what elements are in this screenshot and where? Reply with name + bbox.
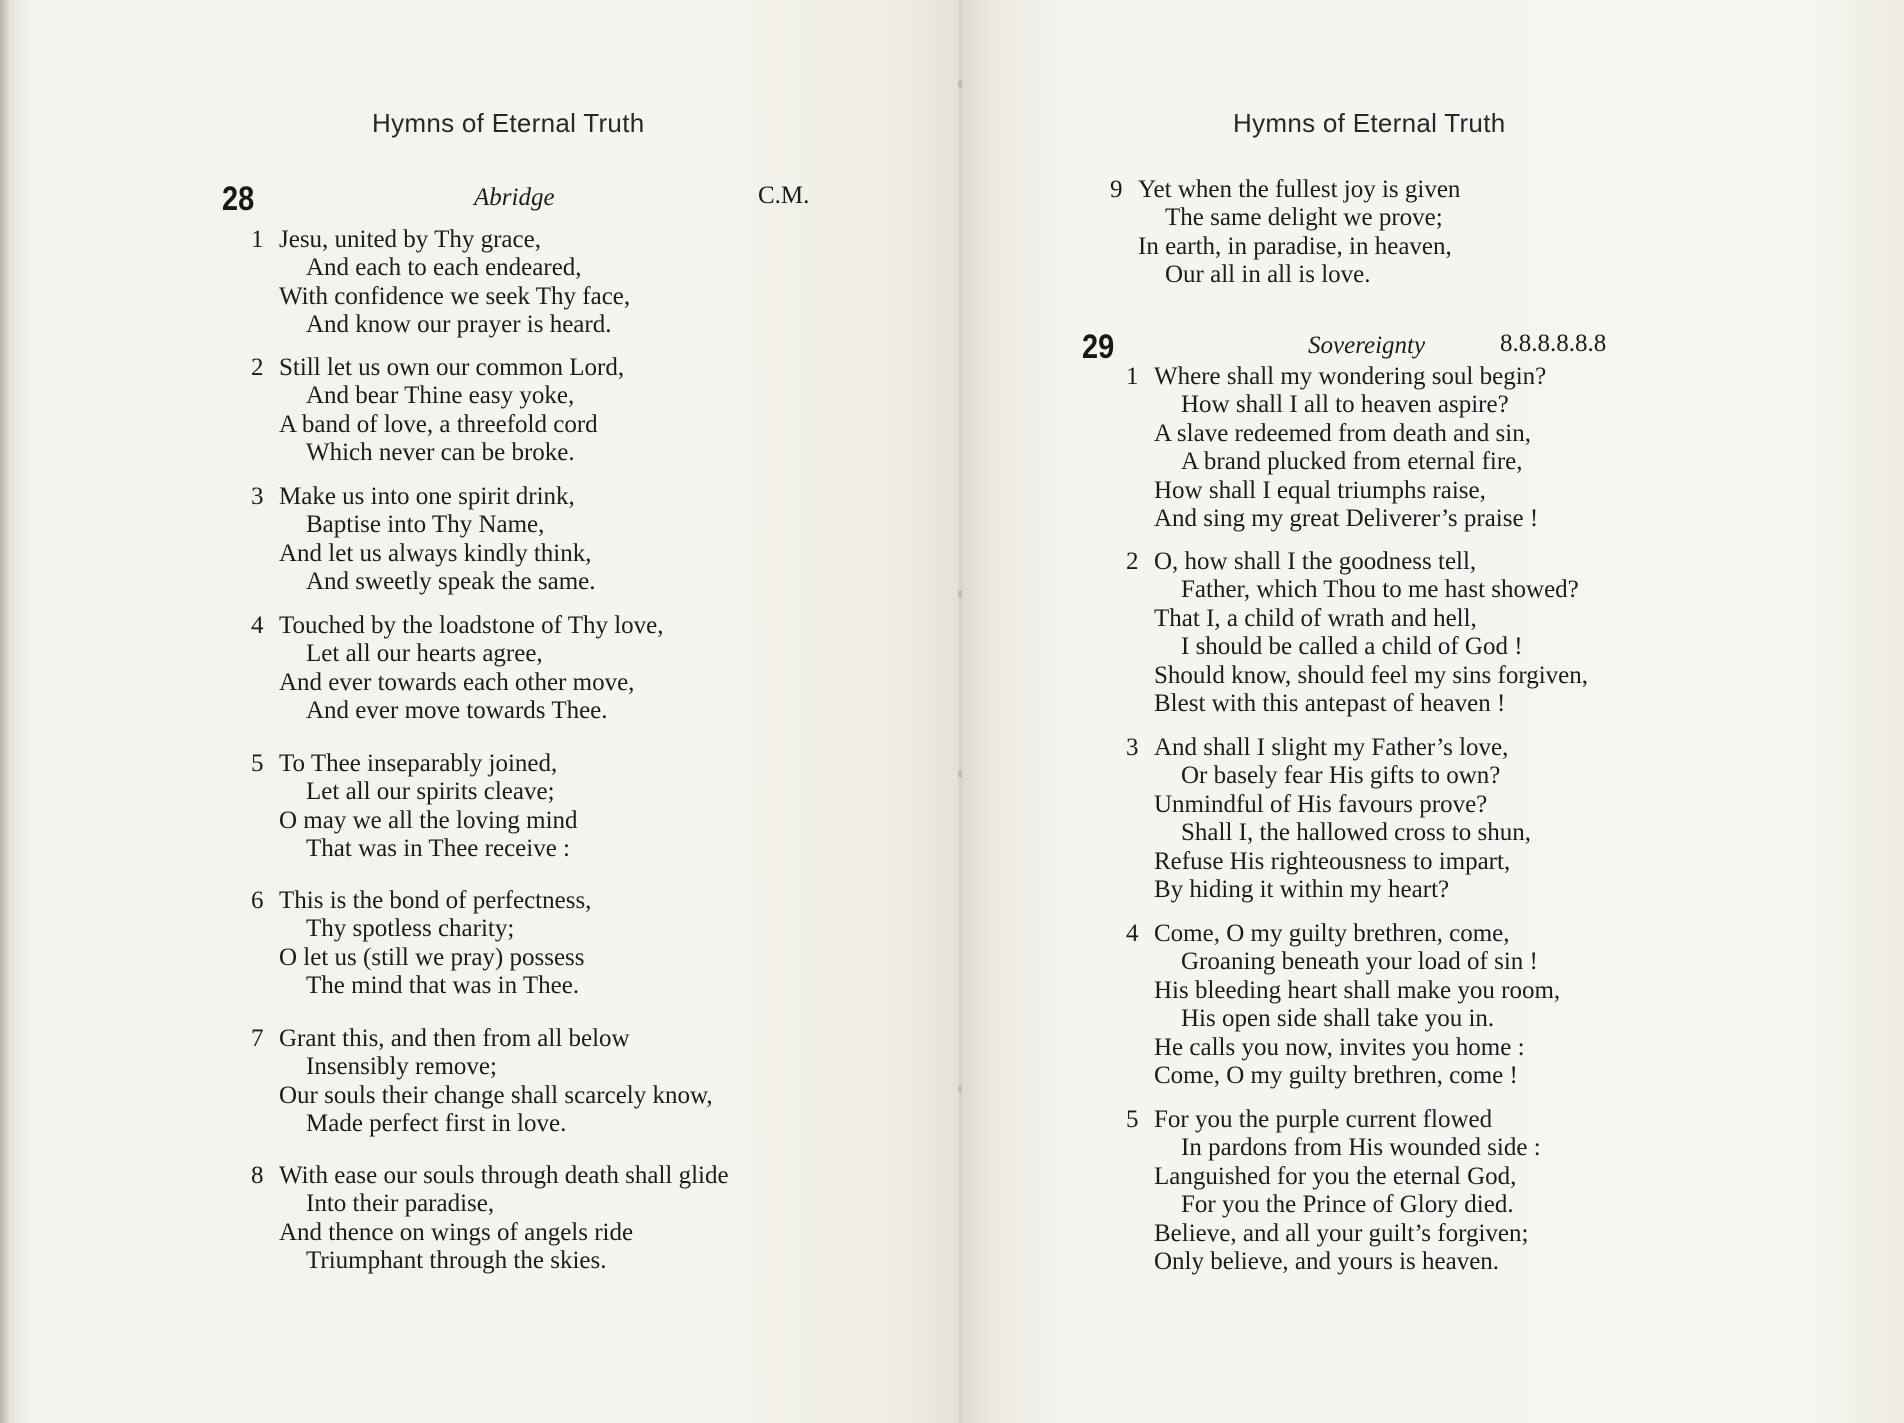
verse-line: O, how shall I the goodness tell, xyxy=(1154,548,1477,575)
verse-line: Grant this, and then from all below xyxy=(279,1025,630,1052)
verse-line: The mind that was in Thee. xyxy=(306,972,580,1000)
right-page xyxy=(962,0,1904,1423)
tune-name: Sovereignty xyxy=(1308,332,1426,359)
verse-number: 3 xyxy=(1126,734,1139,761)
verse-line: A slave redeemed from death and sin, xyxy=(1154,419,1531,447)
verse-4 xyxy=(251,612,851,726)
verse-line: Baptise into Thy Name, xyxy=(306,511,545,539)
verse-line: And thence on wings of angels ride xyxy=(279,1218,634,1246)
verse-line: Father, which Thou to me hast showed? xyxy=(1181,576,1579,604)
verse-line: That I, a child of wrath and hell, xyxy=(1154,604,1477,632)
verse-number: 1 xyxy=(1126,363,1139,390)
verse-line: Languished for you the eternal God, xyxy=(1154,1162,1517,1190)
verse-7 xyxy=(251,1025,851,1139)
verse-line: Refuse His righteousness to impart, xyxy=(1154,847,1511,875)
verse-5 xyxy=(251,750,851,864)
verse-line: For you the Prince of Glory died. xyxy=(1181,1191,1514,1219)
verse-line: This is the bond of perfectness, xyxy=(279,887,592,914)
verse-number: 5 xyxy=(1126,1106,1139,1133)
verse-5 xyxy=(1126,1106,1726,1276)
verse-line: His open side shall take you in. xyxy=(1181,1005,1495,1033)
verse-line: Unmindful of His favours prove? xyxy=(1154,790,1488,818)
verse-line: He calls you now, invites you home : xyxy=(1154,1033,1525,1061)
verse-line: With confidence we seek Thy face, xyxy=(279,282,631,310)
verse-number: 7 xyxy=(251,1025,264,1052)
verse-line: The same delight we prove; xyxy=(1165,204,1443,232)
verse-line: I should be called a child of God ! xyxy=(1181,633,1523,661)
verse-line: Groaning beneath your load of sin ! xyxy=(1181,948,1538,976)
verse-line: And each to each endeared, xyxy=(306,254,582,282)
verse-2 xyxy=(251,354,851,468)
verse-line: How shall I all to heaven aspire? xyxy=(1181,391,1509,419)
verse-line: And sweetly speak the same. xyxy=(306,568,596,596)
verse-line: Touched by the loadstone of Thy love, xyxy=(279,612,664,639)
verse-line: In pardons from His wounded side : xyxy=(1181,1134,1541,1162)
verse-line: And ever move towards Thee. xyxy=(306,697,608,725)
verse-line: Triumphant through the skies. xyxy=(306,1247,607,1275)
verse-8 xyxy=(251,1162,851,1276)
verse-4 xyxy=(1126,920,1726,1090)
verse-line: Or basely fear His gifts to own? xyxy=(1181,762,1501,790)
verse-number: 8 xyxy=(251,1162,264,1189)
verse-line: Into their paradise, xyxy=(306,1190,495,1218)
verse-number: 4 xyxy=(1126,920,1139,947)
verse-number: 3 xyxy=(251,483,264,510)
verse-3 xyxy=(1126,734,1726,904)
verse-line: Blest with this antepast of heaven ! xyxy=(1154,690,1506,718)
verse-number: 6 xyxy=(251,887,264,914)
verse-line: Still let us own our common Lord, xyxy=(279,354,625,381)
verse-number: 2 xyxy=(1126,548,1139,575)
hymn-28-header xyxy=(222,180,922,220)
verse-line: Which never can be broke. xyxy=(306,439,575,467)
meter: 8.8.8.8.8.8 xyxy=(1500,330,1607,357)
verse-line: And sing my great Deliverer’s praise ! xyxy=(1154,505,1539,533)
verse-line: Our souls their change shall scarcely know, xyxy=(279,1081,713,1109)
verse-line: For you the purple current flowed xyxy=(1154,1106,1493,1133)
verse-line: A brand plucked from eternal fire, xyxy=(1181,448,1523,476)
verse-1 xyxy=(251,226,851,340)
hymn-number: 28 xyxy=(222,180,255,218)
verse-number: 1 xyxy=(251,226,264,253)
verse-3 xyxy=(251,483,851,597)
running-head: Hymns of Eternal Truth xyxy=(1233,108,1506,138)
verse-line: O may we all the loving mind xyxy=(279,806,578,834)
verse-line: Where shall my wondering soul begin? xyxy=(1154,363,1547,390)
hymn-29-header xyxy=(1082,328,1782,368)
verse-line: To Thee inseparably joined, xyxy=(279,750,558,777)
verse-line: His bleeding heart shall make you room, xyxy=(1154,976,1561,1004)
meter: C.M. xyxy=(758,182,810,209)
verse-line: And know our prayer is heard. xyxy=(306,311,612,339)
verse-line: And ever towards each other move, xyxy=(279,668,635,696)
verse-line: Only believe, and yours is heaven. xyxy=(1154,1248,1500,1276)
verse-number: 9 xyxy=(1110,176,1123,203)
verse-line: Insensibly remove; xyxy=(306,1053,497,1081)
verse-line: And bear Thine easy yoke, xyxy=(306,382,575,410)
verse-2 xyxy=(1126,548,1726,718)
verse-line: Our all in all is love. xyxy=(1165,261,1371,289)
verse-line: Thy spotless charity; xyxy=(306,915,515,943)
running-head: Hymns of Eternal Truth xyxy=(372,108,645,138)
verse-line: Should know, should feel my sins forgiven, xyxy=(1154,661,1589,689)
verse-line: O let us (still we pray) possess xyxy=(279,943,585,971)
verse-line: In earth, in paradise, in heaven, xyxy=(1138,232,1452,260)
verse-number: 4 xyxy=(251,612,264,639)
verse-line: And let us always kindly think, xyxy=(279,539,592,567)
verse-line: By hiding it within my heart? xyxy=(1154,876,1450,904)
verse-line: Jesu, united by Thy grace, xyxy=(279,226,541,253)
hymn-number: 29 xyxy=(1082,328,1115,366)
verse-line: Let all our hearts agree, xyxy=(306,640,543,668)
verse-line: Shall I, the hallowed cross to shun, xyxy=(1181,819,1531,847)
verse-line: Yet when the fullest joy is given xyxy=(1138,176,1461,203)
verse-1 xyxy=(1126,363,1726,533)
verse-line: That was in Thee receive : xyxy=(306,835,571,863)
verse-line: Come, O my guilty brethren, come, xyxy=(1154,920,1510,947)
verse-line: Come, O my guilty brethren, come ! xyxy=(1154,1062,1518,1090)
verse-line: A band of love, a threefold cord xyxy=(279,410,598,438)
verse-line: Believe, and all your guilt’s forgiven; xyxy=(1154,1219,1529,1247)
verse-line: Let all our spirits cleave; xyxy=(306,778,555,806)
verse-line: How shall I equal triumphs raise, xyxy=(1154,476,1486,504)
verse-line: Made perfect first in love. xyxy=(306,1110,567,1138)
tune-name: Abridge xyxy=(474,184,555,211)
verse-line: And shall I slight my Father’s love, xyxy=(1154,734,1509,761)
verse-9-continued xyxy=(1110,176,1710,290)
verse-6 xyxy=(251,887,851,1001)
verse-line: With ease our souls through death shall glide xyxy=(279,1162,729,1189)
verse-number: 5 xyxy=(251,750,264,777)
verse-line: Make us into one spirit drink, xyxy=(279,483,575,510)
verse-number: 2 xyxy=(251,354,264,381)
